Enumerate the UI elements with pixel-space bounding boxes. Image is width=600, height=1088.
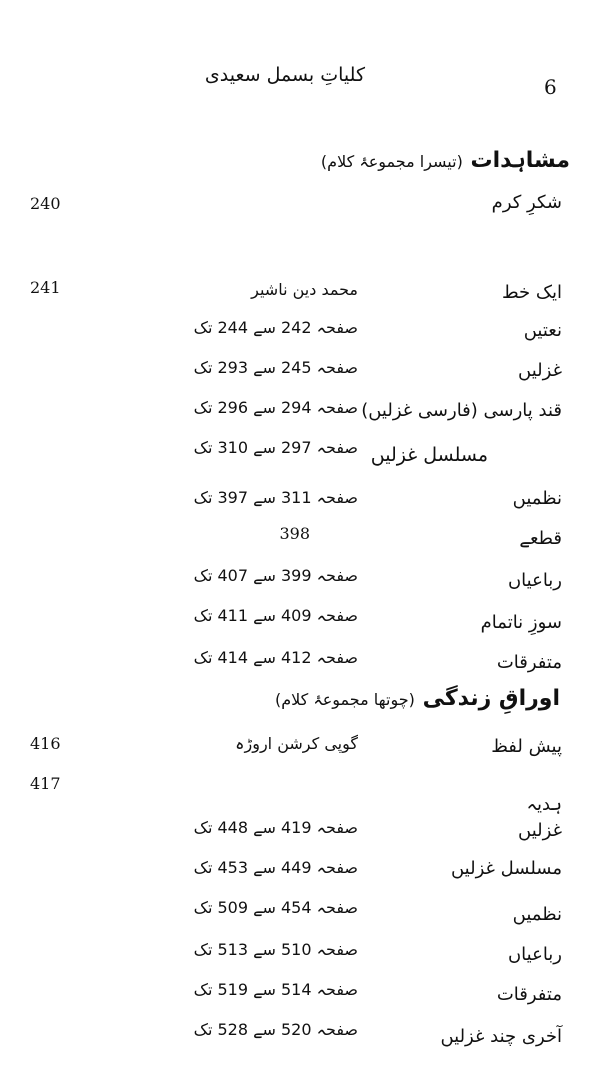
entry-page-range: صفحہ 514 سے 519 تک [193,980,358,999]
entry-page-range: صفحہ 510 سے 513 تک [193,940,358,959]
entry-author: محمد دین ناشیر [251,280,358,299]
entry-page-range: صفحہ 419 سے 448 تک [193,818,358,837]
entry-title: ایک خط [501,282,562,303]
entry-page-range: صفحہ 520 سے 528 تک [193,1020,358,1039]
entry-title: قطعے [519,528,562,549]
entry-page-range: صفحہ 297 سے 310 تک [193,438,358,457]
entry-page-range: صفحہ 245 سے 293 تک [193,358,358,377]
section-title: مشاہدات [470,148,570,173]
entry-title: غزلیں [518,820,562,841]
entry-title: رباعیاں [507,944,562,965]
entry-page-range: صفحہ 294 سے 296 تک [193,398,358,417]
section-heading-auraq-e-zindagi [275,688,560,710]
entry-title: مسلسل غزلیں [370,444,488,466]
section-heading-mushahidat [321,150,570,172]
entry-title: نعتیں [523,320,562,341]
entry-title: قند پارسی (فارسی غزلیں) [361,400,562,421]
section-subtitle: (تیسرا مجموعۂ کلام) [320,152,463,171]
entry-page-range: صفحہ 311 سے 397 تک [193,488,358,507]
entry-page-range: صفحہ 242 سے 244 تک [193,318,358,337]
entry-page-number: 417 [30,774,61,793]
entry-title: نظمیں [512,904,562,925]
entry-title: شکرِ کرم [491,192,562,213]
entry-page-range: صفحہ 399 سے 407 تک [193,566,358,585]
entry-title: غزلیں [518,360,562,381]
entry-author: گوپی کرشن اروڑہ [235,734,358,753]
entry-title: ہدیہ [526,794,562,815]
entry-page-range: صفحہ 409 سے 411 تک [193,606,358,625]
section-subtitle: (چوتھا مجموعۂ کلام) [274,690,415,709]
entry-page-number: 416 [30,734,61,753]
section-title: اوراقِ زندگی [422,686,560,711]
entry-title: نظمیں [512,488,562,509]
entry-title: مسلسل غزلیں [450,858,562,879]
entry-page-number: 398 [279,524,310,543]
entry-page-range: صفحہ 449 سے 453 تک [193,858,358,877]
entry-title: آخری چند غزلیں [440,1026,562,1047]
entry-page-range: صفحہ 454 سے 509 تک [193,898,358,917]
page-number: 6 [544,75,557,99]
book-title: کلیاتِ بسمل سعیدی [204,64,365,86]
entry-title: رباعیاں [507,570,562,591]
entry-title: متفرقات [496,984,562,1005]
entry-title: متفرقات [496,652,562,673]
entry-title: سوزِ ناتمام [480,612,562,633]
entry-title: پیش لفظ [491,736,562,757]
entry-page-number: 241 [30,278,61,297]
entry-page-range: صفحہ 412 سے 414 تک [193,648,358,667]
entry-page-number: 240 [30,194,61,213]
